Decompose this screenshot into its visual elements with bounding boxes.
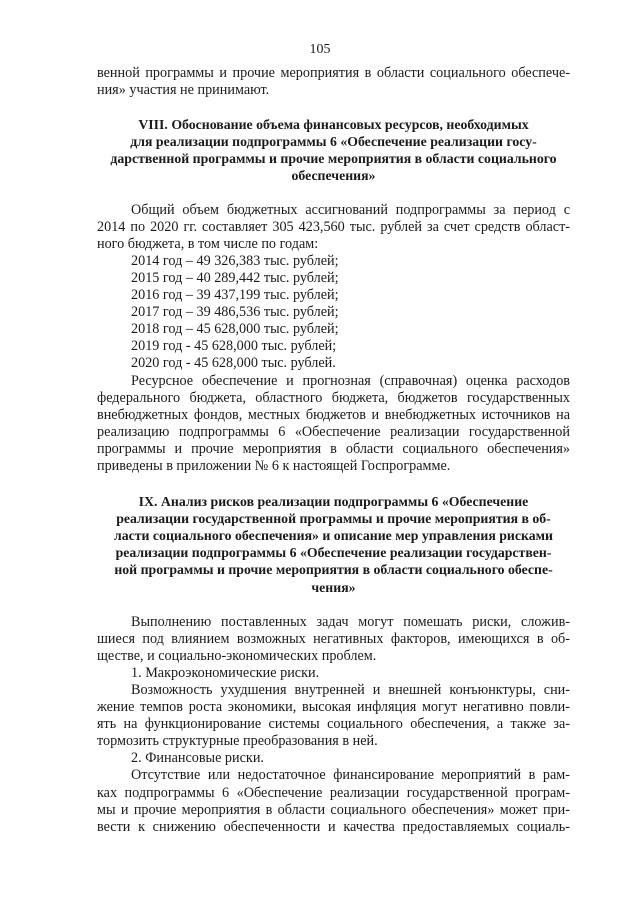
list-item: 2. Финансовые риски. — [131, 750, 264, 767]
section-8-heading — [97, 116, 570, 184]
heading-line: чения» — [311, 579, 356, 595]
heading-line: дарственной программы и прочие мероприятия в области социального — [110, 151, 557, 167]
heading-line: для реализации подпрограммы 6 «Обеспечение реализации госу- — [130, 134, 537, 150]
text-line: жение темпов роста экономики, высокая инфляция могут негативно повли- — [97, 699, 570, 716]
text-line: 2014 по 2020 гг. составляет 305 423,560 тыс. рублей за счет средств област- — [97, 218, 570, 235]
page-number: 105 — [309, 42, 331, 57]
heading-line: реализации государственной программы и прочие мероприятия в об- — [116, 511, 551, 527]
heading-line: ласти социального обеспечения» и описание мер управления рисками — [113, 528, 553, 544]
text-line: ществе, и социально-экономических проблем. — [97, 647, 377, 664]
heading-line: ной программы и прочие мероприятия в области социального обеспе- — [114, 562, 553, 578]
text-line: шиеся под влиянием возможных негативных факторов, имеющихся в об- — [97, 630, 570, 647]
text-line: Выполнению поставленных задач могут помешать риски, сложив- — [131, 613, 570, 630]
year-item: 2018 год – 45 628,000 тыс. рублей; — [131, 321, 339, 338]
text-line: федерального бюджета, областного бюджета, бюджетов государственных — [97, 389, 570, 406]
heading-line: IX. Анализ рисков реализации подпрограммы 6 «Обеспечение — [138, 494, 529, 510]
text-line: вести к снижению обеспеченности и качества предоставляемых социаль- — [97, 818, 570, 835]
text-line: внебюджетных фондов, местных бюджетов и внебюджетных источников на — [97, 406, 570, 423]
year-item: 2014 год – 49 326,383 тыс. рублей; — [131, 252, 339, 269]
heading-line: реализации подпрограммы 6 «Обеспечение реализации государствен- — [115, 545, 552, 561]
text-line: программы и прочие мероприятия в области социального обеспечения» — [97, 440, 570, 457]
text-line: венной программы и прочие мероприятия в области социального обеспече- — [97, 65, 570, 81]
text-line: Общий объем бюджетных ассигнований подпрограммы за период с — [131, 201, 570, 218]
heading-line: VIII. Обоснование объема финансовых ресурсов, необходимых — [138, 117, 529, 133]
text-line: мы и прочие мероприятия в области социального обеспечения» может при- — [97, 801, 570, 818]
page-content — [97, 65, 570, 836]
year-item: 2016 год – 39 437,199 тыс. рублей; — [131, 287, 339, 304]
text-line: ках подпрограммы 6 «Обеспечение реализации государственной програм- — [97, 784, 570, 801]
text-line: ного бюджета, в том числе по годам: — [97, 235, 319, 252]
text-line: Отсутствие или недостаточное финансирование мероприятий в рам- — [131, 767, 570, 784]
text-line: Возможность ухудшения внутренней и внешней конъюнктуры, сни- — [131, 682, 570, 698]
text-line: ния» участия не принимают. — [97, 82, 270, 99]
year-item: 2017 год – 39 486,536 тыс. рублей; — [131, 304, 339, 321]
heading-line: обеспечения» — [291, 168, 376, 184]
year-item: 2019 год - 45 628,000 тыс. рублей; — [131, 338, 337, 355]
list-item: 1. Макроэкономические риски. — [131, 664, 320, 681]
year-item: 2020 год - 45 628,000 тыс. рублей. — [131, 355, 336, 372]
text-line: Ресурсное обеспечение и прогнозная (справочная) оценка расходов — [131, 372, 570, 389]
text-line: приведены в приложении № 6 к настоящей Госпрограмме. — [97, 457, 451, 474]
section-9-heading — [97, 493, 570, 596]
text-line: реализацию подпрограммы 6 «Обеспечение реализации государственной — [97, 423, 570, 440]
year-item: 2015 год – 40 289,442 тыс. рублей; — [131, 269, 339, 286]
text-line: ять на функционирование системы социального обеспечения, а также за- — [97, 716, 570, 733]
text-line: тормозить структурные преобразования в ней. — [97, 733, 378, 750]
